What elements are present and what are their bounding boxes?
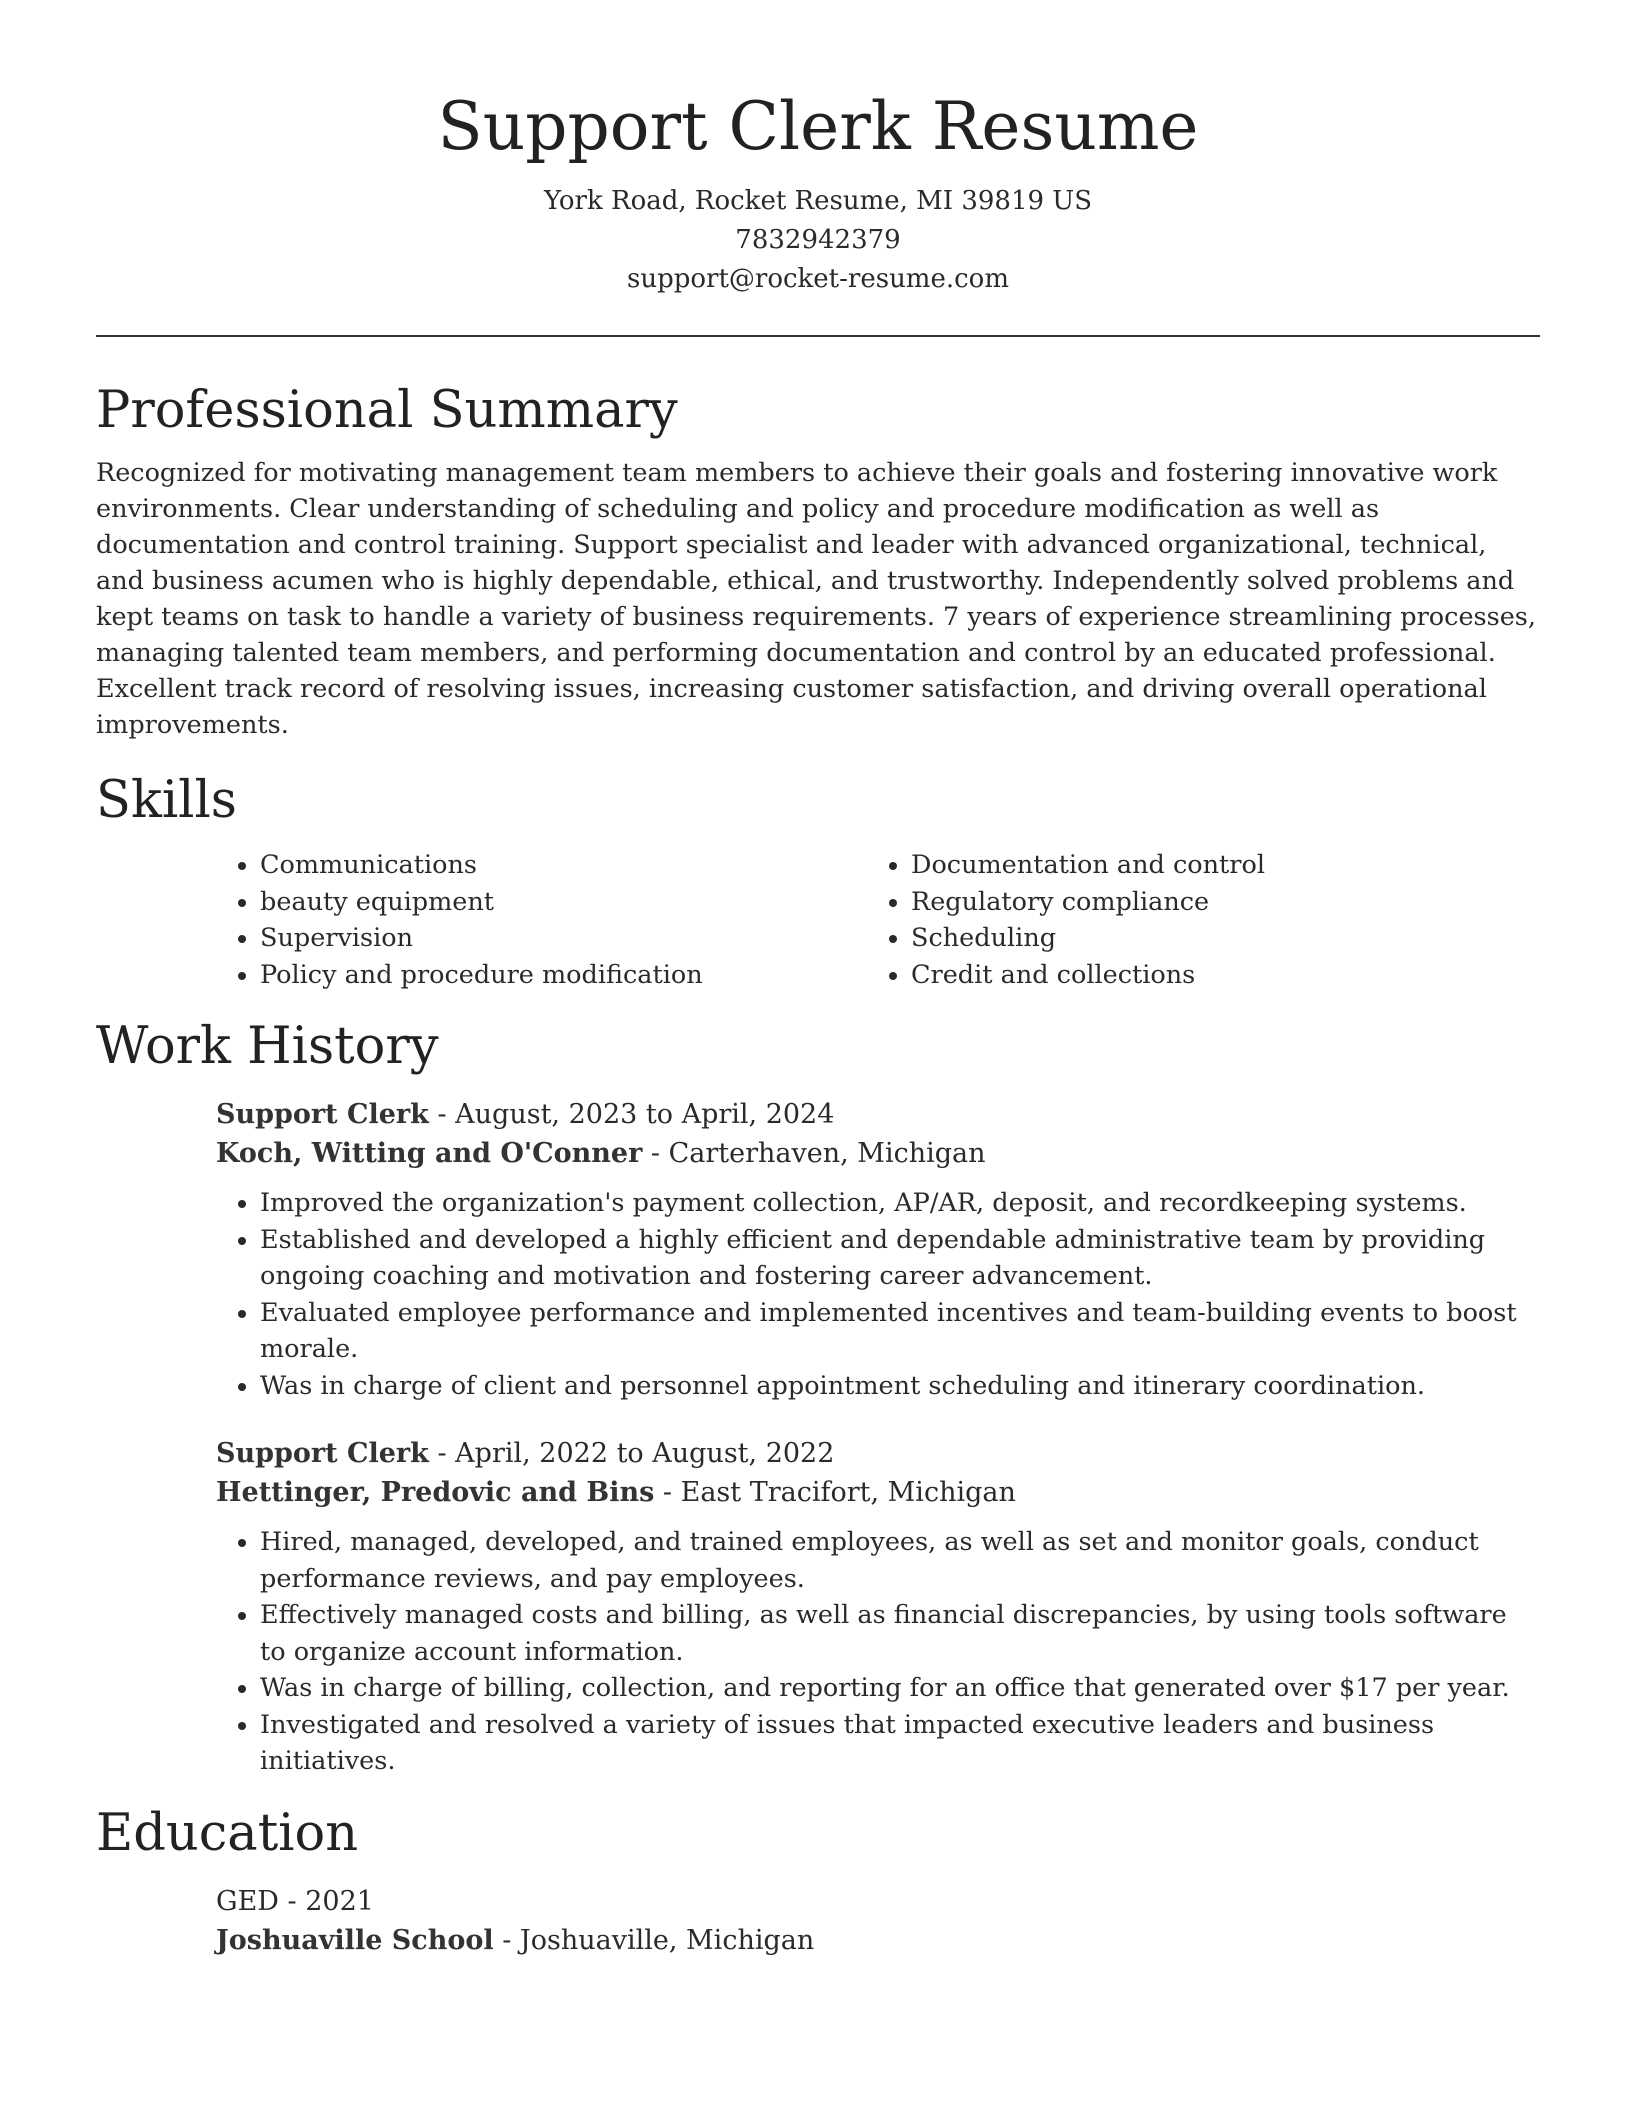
education-entry — [216, 1882, 1540, 1960]
skill-item: • Policy and procedure modification — [260, 957, 867, 994]
skill-item: • Regulatory compliance — [911, 884, 1518, 921]
education-section — [96, 1800, 1540, 1960]
skills-list-left — [216, 847, 867, 993]
header-divider — [96, 335, 1540, 337]
job-entry — [216, 1434, 1540, 1780]
education-heading: Education — [96, 1803, 359, 1863]
job-company: Koch, Witting and O'Conner — [216, 1138, 643, 1169]
contact-address: York Road, Rocket Resume, MI 39819 US — [543, 186, 1093, 216]
resume-header — [96, 0, 1540, 299]
job-title-line: Support Clerk - August, 2023 to April, 2024 — [216, 1099, 835, 1130]
skill-item: • Supervision — [260, 920, 867, 957]
job-bullets — [216, 1524, 1540, 1780]
work-history-section — [96, 1013, 1540, 1780]
job-bullets — [216, 1185, 1540, 1404]
job-bullet: • Improved the organization's payment collection, AP/AR, deposit, and recordkeeping systems. — [260, 1185, 1540, 1222]
skill-item: • Scheduling — [911, 920, 1518, 957]
education-school: Joshuaville School — [216, 1924, 494, 1956]
skill-item: • Documentation and control — [911, 847, 1518, 884]
work-history-heading: Work History — [96, 1017, 439, 1076]
skill-item: • beauty equipment — [260, 884, 867, 921]
summary-section — [96, 377, 1540, 743]
job-entry — [216, 1095, 1540, 1404]
education-location: Joshuaville, Michigan — [519, 1924, 815, 1956]
job-company-line: Hettinger, Predovic and Bins - East Tracifort, Michigan — [216, 1477, 1016, 1508]
contact-info — [96, 182, 1540, 299]
education-school-line: Joshuaville School - Joshuaville, Michigan — [216, 1924, 815, 1956]
job-bullet: • Evaluated employee performance and implemented incentives and team-building events to boost morale. — [260, 1295, 1540, 1368]
skills-grid — [216, 847, 1540, 993]
job-bullet: • Hired, managed, developed, and trained employees, as well as set and monitor goals, conduct performance reviews, and pay employees. — [260, 1524, 1540, 1597]
resume-title: Support Clerk Resume — [437, 88, 1199, 165]
job-location: East Tracifort, Michigan — [680, 1477, 1016, 1508]
job-bullet: • Effectively managed costs and billing, as well as financial discrepancies, by using tools software to organize account information. — [260, 1597, 1540, 1670]
skills-list-right — [867, 847, 1518, 993]
job-title-line: Support Clerk - April, 2022 to August, 2022 — [216, 1438, 835, 1469]
job-company-line: Koch, Witting and O'Conner - Carterhaven, Michigan — [216, 1138, 986, 1169]
job-dates: April, 2022 to August, 2022 — [455, 1438, 835, 1469]
job-company: Hettinger, Predovic and Bins — [216, 1477, 655, 1508]
education-year: 2021 — [305, 1885, 374, 1917]
job-title: Support Clerk — [216, 1099, 429, 1130]
job-dates: August, 2023 to April, 2024 — [455, 1099, 835, 1130]
contact-phone: 7832942379 — [735, 225, 901, 255]
job-bullet: • Was in charge of billing, collection, and reporting for an office that generated over $17 per year. — [260, 1670, 1540, 1707]
resume-page — [96, 0, 1540, 1960]
education-degree-line: GED - 2021 — [216, 1885, 374, 1917]
job-bullet: • Investigated and resolved a variety of issues that impacted executive leaders and business initiatives. — [260, 1707, 1540, 1780]
skill-item: • Communications — [260, 847, 867, 884]
education-degree: GED — [216, 1885, 279, 1917]
skills-section — [96, 767, 1540, 993]
summary-text: Recognized for motivating management team members to achieve their goals and fostering innovative work environments. Clear understanding of scheduling and policy and procedure modification as well as documentation and control training. Support specialist and leader with advanced organizational, technical, and business acumen who is highly dependable, ethical, and trustworthy. Independently solved problems and kept teams on task to handle a variety of business requirements. 7 years of experience streamlining processes, managing talented team members, and performing documentation and control by an educated professional. Excellent track record of resolving issues, increasing customer satisfaction, and driving overall operational improvements. — [96, 458, 1536, 740]
job-bullet: • Was in charge of client and personnel appointment scheduling and itinerary coordination. — [260, 1368, 1540, 1405]
job-bullet: • Established and developed a highly efficient and dependable administrative team by providing ongoing coaching and motivation and fostering career advancement. — [260, 1222, 1540, 1295]
job-title: Support Clerk — [216, 1438, 429, 1469]
skill-item: • Credit and collections — [911, 957, 1518, 994]
contact-email: support@rocket-resume.com — [626, 264, 1009, 294]
job-location: Carterhaven, Michigan — [668, 1138, 986, 1169]
skills-heading: Skills — [96, 771, 237, 830]
summary-heading: Professional Summary — [96, 381, 678, 440]
